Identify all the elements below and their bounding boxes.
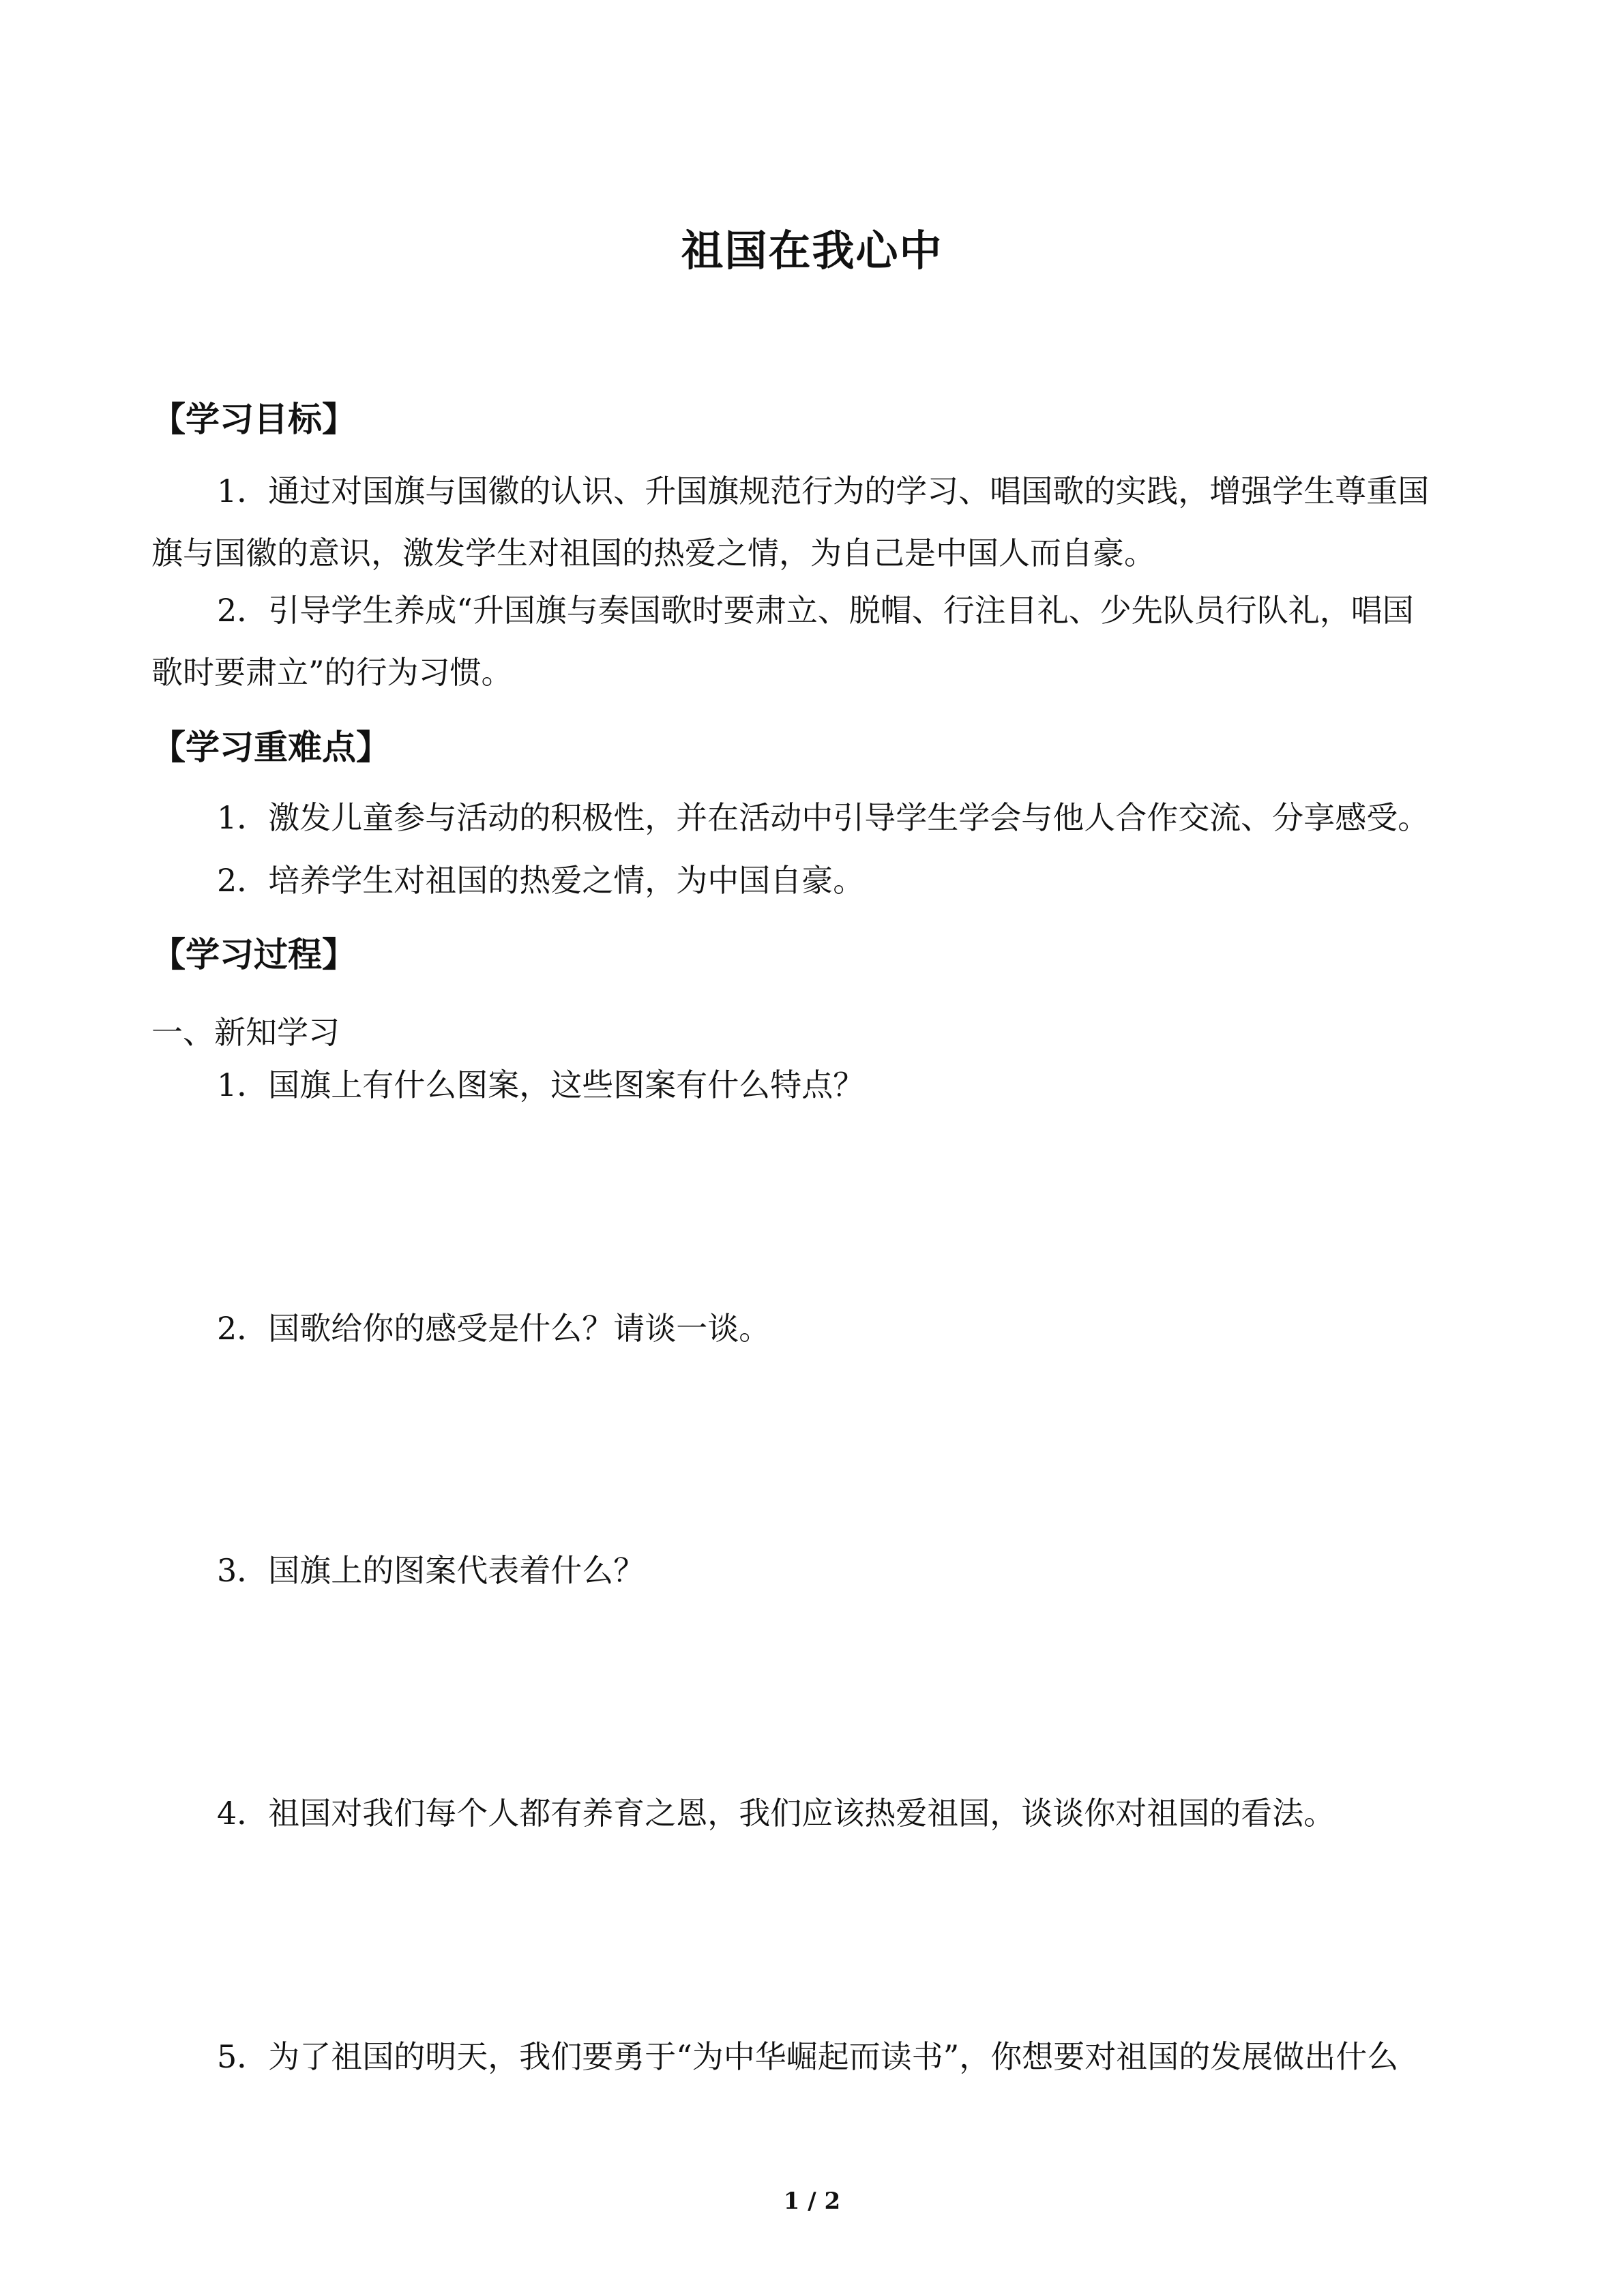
key-point-item-1: 1．激发儿童参与活动的积极性，并在活动中引导学生学会与他人合作交流、分享感受。 <box>217 799 1430 836</box>
goal-item-2-line2: 歌时要肃立”的行为习惯。 <box>151 654 513 691</box>
question-3: 3．国旗上的图案代表着什么？ <box>217 1552 645 1589</box>
page-title: 祖国在我心中 <box>681 226 943 275</box>
goal-item-2-line1: 2．引导学生养成“升国旗与奏国歌时要肃立、脱帽、行注目礼、少先队员行队礼，唱国 <box>217 592 1414 629</box>
question-5: 5．为了祖国的明天，我们要勇于“为中华崛起而读书”，你想要对祖国的发展做出什么 <box>217 2038 1399 2075</box>
goal-item-1-line2: 旗与国徽的意识，激发学生对祖国的热爱之情，为自己是中国人而自豪。 <box>151 535 1155 571</box>
page-number: 1 / 2 <box>783 2188 841 2215</box>
goal-item-1-line1: 1．通过对国旗与国徽的认识、升国旗规范行为的学习、唱国歌的实践，增强学生尊重国 <box>217 473 1430 509</box>
section-heading-key-points: 【学习重难点】 <box>151 728 390 767</box>
section-heading-process: 【学习过程】 <box>151 935 356 974</box>
question-2: 2．国歌给你的感受是什么？请谈一谈。 <box>217 1310 771 1347</box>
key-point-item-2: 2．培养学生对祖国的热爱之情，为中国自豪。 <box>217 862 865 899</box>
section-heading-goals: 【学习目标】 <box>151 400 356 439</box>
question-4: 4．祖国对我们每个人都有养育之恩，我们应该热爱祖国，谈谈你对祖国的看法。 <box>217 1795 1335 1832</box>
process-subheading: 一、新知学习 <box>151 1014 340 1051</box>
question-1: 1．国旗上有什么图案，这些图案有什么特点？ <box>217 1067 865 1103</box>
